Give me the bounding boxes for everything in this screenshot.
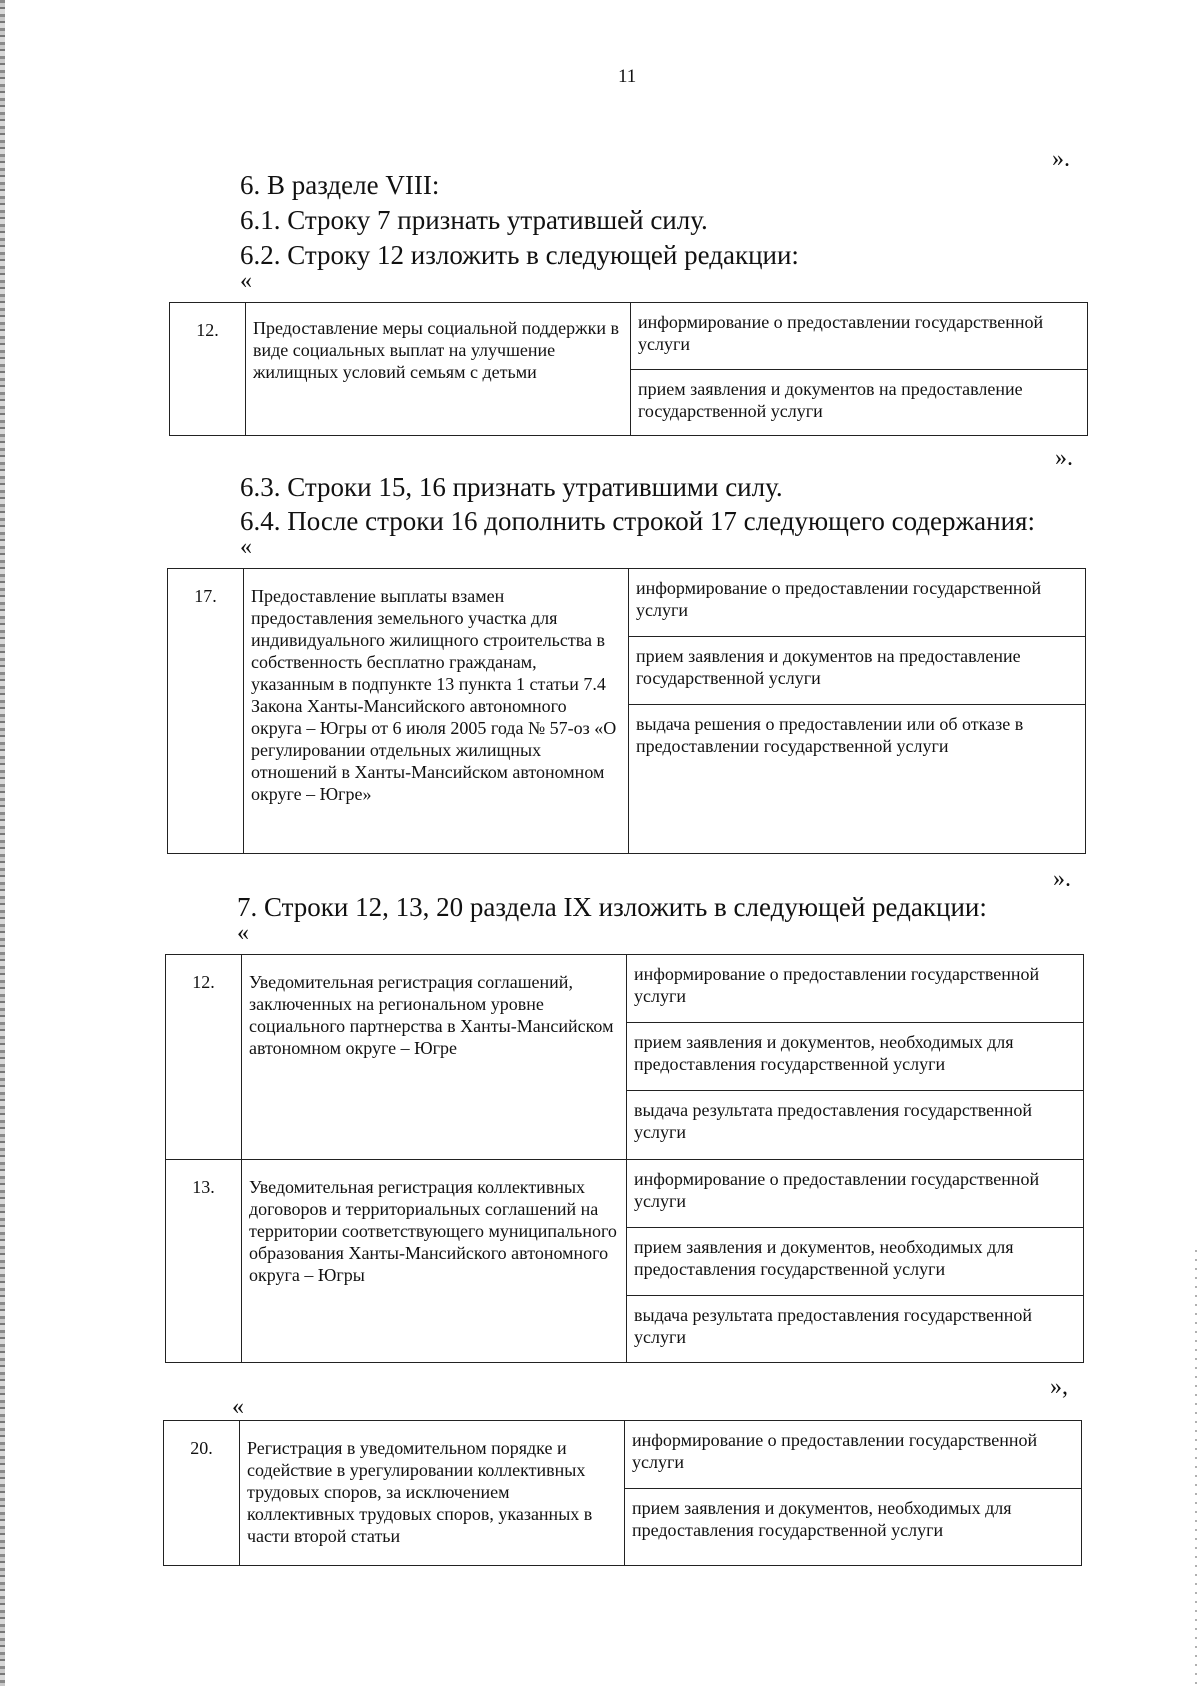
scan-edge-left — [0, 0, 5, 1686]
service-item: выдача результата предоставления государственной услуги — [634, 1100, 1033, 1142]
table-section9-row20 — [163, 1420, 1082, 1566]
service-item: информирование о предоставлении государственной услуги — [627, 955, 1083, 1023]
heading-6-3: 6.3. Строки 15, 16 признать утратившими силу. — [240, 472, 783, 502]
row-description: Предоставление меры социальной поддержки в виде социальных выплат на улучшение жилищных условий семьям с детьми — [246, 303, 631, 436]
heading-6-4: 6.4. После строки 16 дополнить строкой 17 следующего содержания: — [240, 506, 1035, 536]
service-list — [631, 303, 1088, 436]
row-description: Уведомительная регистрация соглашений, заключенных на региональном уровне социального партнерства в Ханты-Мансийском автономном округе – Югре — [242, 955, 627, 1160]
opening-quote: « — [232, 1394, 244, 1420]
service-list — [627, 955, 1084, 1160]
table-section8-row12 — [169, 302, 1088, 436]
service-list — [627, 1160, 1084, 1363]
table-row — [168, 569, 1086, 854]
service-item: информирование о предоставлении государственной услуги — [629, 569, 1085, 637]
row-number: 17. — [168, 569, 244, 854]
service-item: информирование о предоставлении государственной услуги — [631, 303, 1087, 370]
service-list — [629, 569, 1086, 854]
service-item: прием заявления и документов на предоставление государственной услуги — [629, 637, 1085, 705]
table-section9-rows12-13 — [165, 954, 1084, 1363]
heading-6-1: 6.1. Строку 7 признать утратившей силу. — [240, 205, 708, 235]
service-item: выдача решения о предоставлении или об отказе в предоставлении государственной услуги — [636, 714, 1024, 756]
table-row — [164, 1421, 1082, 1566]
service-item: информирование о предоставлении государственной услуги — [625, 1421, 1081, 1489]
row-description: Предоставление выплаты взамен предоставления земельного участка для индивидуального жилищного строительства в собственность бесплатно гражданам, указанным в подпункте 13 пункта 1 статьи 7.4 Закона Ханты-Мансийского автономного округа – Югры от 6 июля 2005 года № 57-оз «О регулировании отдельных жилищных отношений в Ханты-Мансийском автономном округе – Югре» — [244, 569, 629, 854]
service-item: прием заявления и документов, необходимых для предоставления государственной услуги — [627, 1023, 1083, 1091]
table-row — [170, 303, 1088, 436]
closing-quote: », — [1050, 1374, 1068, 1400]
closing-quote: ». — [1053, 866, 1071, 892]
page-number: 11 — [618, 66, 637, 87]
closing-quote: ». — [1052, 146, 1070, 172]
service-item: прием заявления и документов на предоставление государственной услуги — [638, 379, 1023, 421]
row-description: Регистрация в уведомительном порядке и содействие в урегулировании коллективных трудовых споров, за исключением коллективных трудовых споров, указанных в части второй статьи — [240, 1421, 625, 1566]
row-description: Уведомительная регистрация коллективных договоров и территориальных соглашений на территории соответствующего муниципального образования Ханты-Мансийского автономного округа – Югры — [242, 1160, 627, 1363]
service-item: прием заявления и документов, необходимых для предоставления государственной услуги — [632, 1498, 1012, 1540]
service-item: прием заявления и документов, необходимых для предоставления государственной услуги — [627, 1228, 1083, 1296]
opening-quote: « — [240, 268, 252, 294]
opening-quote: « — [237, 920, 249, 946]
service-item: выдача результата предоставления государственной услуги — [634, 1305, 1033, 1347]
service-item: информирование о предоставлении государственной услуги — [627, 1160, 1083, 1228]
table-row — [166, 1160, 1084, 1363]
closing-quote: ». — [1055, 445, 1073, 471]
table-row — [166, 955, 1084, 1160]
heading-7: 7. Строки 12, 13, 20 раздела IX изложить в следующей редакции: — [237, 892, 987, 922]
row-number: 20. — [164, 1421, 240, 1566]
row-number: 13. — [166, 1160, 242, 1363]
row-number: 12. — [170, 303, 246, 436]
heading-6: 6. В разделе VIII: — [240, 170, 440, 200]
heading-6-2: 6.2. Строку 12 изложить в следующей редакции: — [240, 240, 799, 270]
opening-quote: « — [240, 534, 252, 560]
table-section8-row17 — [167, 568, 1086, 854]
scan-edge-right — [1195, 1250, 1197, 1686]
row-number: 12. — [166, 955, 242, 1160]
service-list — [625, 1421, 1082, 1566]
